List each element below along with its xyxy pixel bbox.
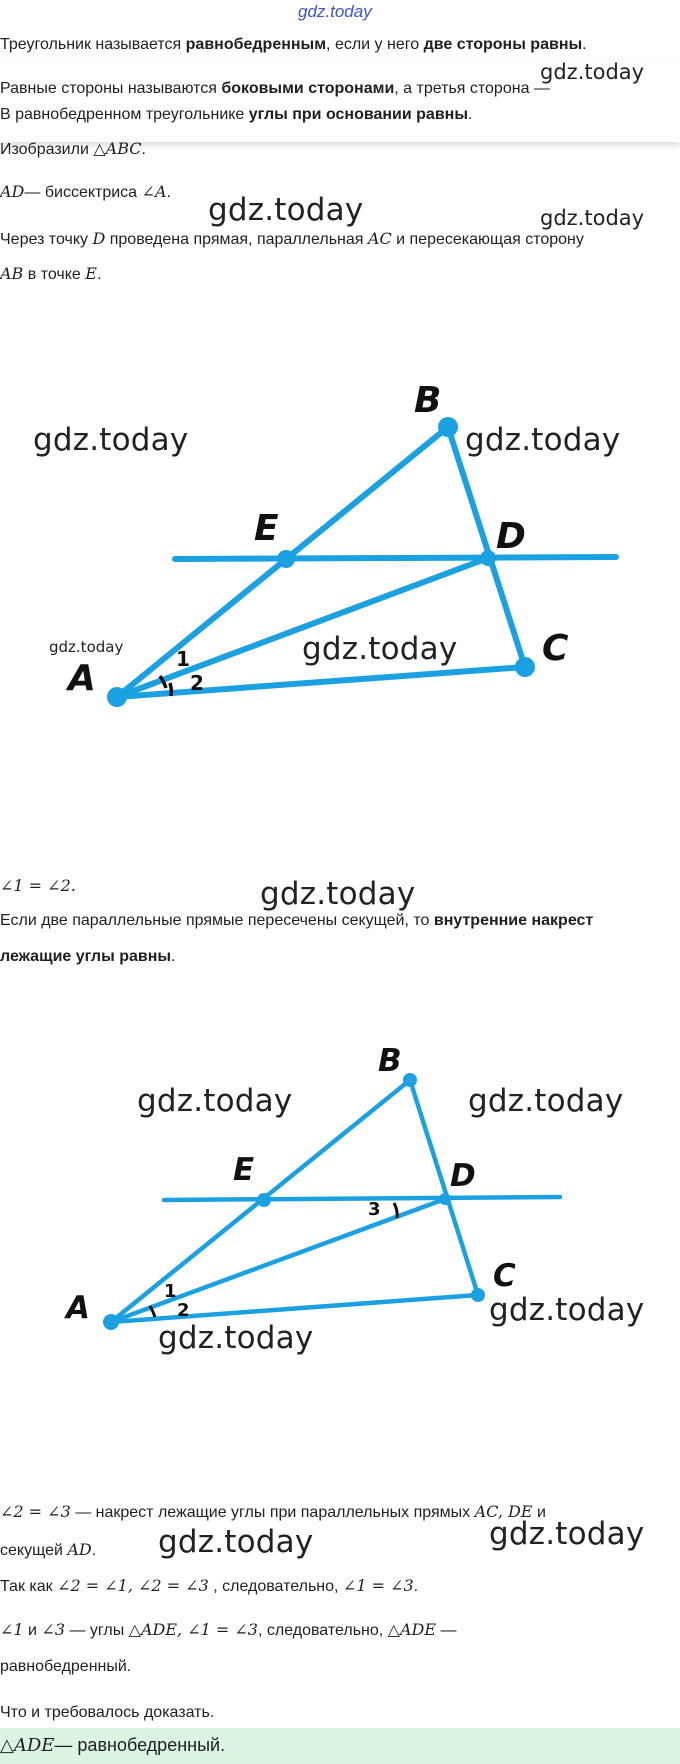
label-c: C [542, 628, 569, 669]
math: △ADE, ∠1 = ∠3 [128, 1620, 258, 1639]
point-e [257, 1193, 271, 1207]
paragraph-1 [0, 139, 146, 159]
watermark: gdz.today [465, 422, 621, 458]
watermark: gdz.today [540, 60, 645, 84]
term-two-sides: две стороны равны [423, 36, 583, 53]
text: и [23, 1622, 42, 1639]
text: Так как [0, 1578, 58, 1595]
text: , а третья сторона — [394, 80, 550, 97]
text: в точке [23, 266, 86, 283]
point-c [471, 1288, 485, 1302]
watermark: gdz.today [33, 422, 189, 458]
watermark: gdz.today [260, 876, 416, 912]
term-lateral-sides: боковыми сторонами [221, 80, 395, 97]
text: . [91, 1542, 97, 1559]
watermark: gdz.today [137, 1083, 293, 1119]
angle-label-2: 2 [190, 671, 204, 695]
watermark: gdz.today [208, 192, 364, 228]
label-d: D [496, 516, 526, 557]
paragraph-8 [0, 1502, 546, 1522]
text: секущей [0, 1542, 68, 1559]
answer-box [0, 1728, 680, 1764]
text: . [413, 1578, 419, 1595]
answer-text [0, 1735, 225, 1756]
point-a [103, 1314, 119, 1330]
math: ∠3 [41, 1620, 66, 1639]
math: △ADE [0, 1735, 55, 1756]
text: Что и требовалось доказать. [0, 1704, 215, 1721]
math: △ABC [93, 139, 142, 158]
bisector-ad [111, 1199, 445, 1322]
bold-text: внутренние накрест [433, 912, 594, 929]
math: ∠1 = ∠3 [342, 1576, 414, 1595]
text: и пересекающая сторону [391, 231, 584, 248]
term-isosceles: равнобедренным [185, 36, 327, 53]
text: Треугольник называется [0, 36, 186, 53]
math: AD [67, 1540, 92, 1559]
definition-line-1 [0, 36, 587, 54]
definition-tooltip [0, 60, 680, 142]
label-e: E [233, 1152, 255, 1188]
watermark: gdz.today [540, 206, 645, 230]
math: △ADE [387, 1620, 437, 1639]
label-a: A [66, 1290, 90, 1326]
text: , следовательно, [257, 1622, 388, 1639]
point-e [277, 550, 295, 568]
text: — биссектриса [24, 184, 142, 201]
point-b [403, 1073, 417, 1087]
watermark: gdz.today [302, 631, 458, 667]
angle-arc-2 [170, 683, 171, 696]
math: E [85, 264, 97, 283]
definition-line-2 [0, 80, 550, 98]
paragraph-3 [0, 229, 584, 249]
angle-label-3: 3 [368, 1199, 381, 1220]
label-e: E [254, 508, 279, 549]
math: ∠2 = ∠1, ∠2 = ∠3 [57, 1576, 209, 1595]
paragraph-11 [0, 1620, 456, 1640]
paragraph-9 [0, 1540, 96, 1560]
text: и [532, 1504, 546, 1521]
paragraph-12 [0, 1658, 131, 1676]
label-a: A [68, 658, 96, 699]
point-d [480, 550, 496, 566]
text: — [436, 1622, 457, 1639]
paragraph-7 [0, 948, 175, 966]
math: ∠2 = ∠3 [0, 1502, 71, 1521]
text: . [171, 948, 176, 965]
text: проведена прямая, параллельная [105, 231, 368, 248]
watermark: gdz.today [158, 1524, 314, 1560]
term-base-angles: углы при основании равны [248, 106, 468, 123]
label-d: D [450, 1158, 476, 1194]
label-b: B [378, 1043, 402, 1079]
math: AD [0, 182, 25, 201]
text: , если у него [326, 36, 424, 53]
triangle-figure-2 [0, 1030, 680, 1330]
parallel-line-de [175, 557, 616, 559]
paragraph-6 [0, 912, 593, 930]
text: . [166, 184, 171, 201]
text: В равнобедренном треугольнике [0, 106, 249, 123]
angle-label-1: 1 [176, 647, 190, 671]
parallel-line-de [164, 1197, 560, 1200]
math: ∠1 [0, 1620, 24, 1639]
math: ∠1 = ∠2. [0, 876, 76, 895]
bold-text: лежащие углы равны [0, 948, 172, 965]
text: Через точку [0, 231, 93, 248]
text: . [467, 106, 473, 123]
watermark: gdz.today [489, 1292, 645, 1328]
math: AC, DE [474, 1502, 533, 1521]
text: равнобедренный. [0, 1658, 132, 1675]
math: AC [367, 229, 392, 248]
point-d [439, 1193, 451, 1205]
paragraph-2 [0, 182, 171, 202]
watermark: gdz.today [489, 1516, 645, 1552]
text: — равнобедренный. [54, 1735, 226, 1755]
math: ∠A [141, 182, 167, 201]
text: . [141, 141, 146, 158]
angle-label-1: 1 [164, 1281, 177, 1302]
label-c: C [493, 1258, 516, 1294]
point-a [107, 687, 127, 707]
watermark: gdz.today [49, 638, 124, 656]
text: Если две параллельные прямые пересечены секущей, то [0, 912, 434, 929]
text: . [582, 36, 587, 53]
point-c [515, 657, 535, 677]
angle-label-2: 2 [177, 1300, 190, 1321]
paragraph-4 [0, 264, 101, 284]
paragraph-13 [0, 1704, 214, 1722]
paragraph-10 [0, 1576, 418, 1596]
definition-line-3 [0, 106, 472, 124]
text: — углы [65, 1622, 129, 1639]
label-b: B [414, 380, 442, 421]
text: Равные стороны называются [0, 80, 222, 97]
math: AB [0, 264, 24, 283]
text: — накрест лежащие углы при параллельных прямых [70, 1504, 475, 1521]
paragraph-5 [0, 876, 76, 896]
text: Изобразили [0, 141, 94, 158]
watermark: gdz.today [468, 1083, 624, 1119]
site-link[interactable]: gdz.today [298, 2, 372, 21]
watermark: gdz.today [158, 1320, 314, 1356]
text: . [96, 266, 102, 283]
math: D [92, 229, 106, 248]
text: , следовательно, [208, 1578, 343, 1595]
